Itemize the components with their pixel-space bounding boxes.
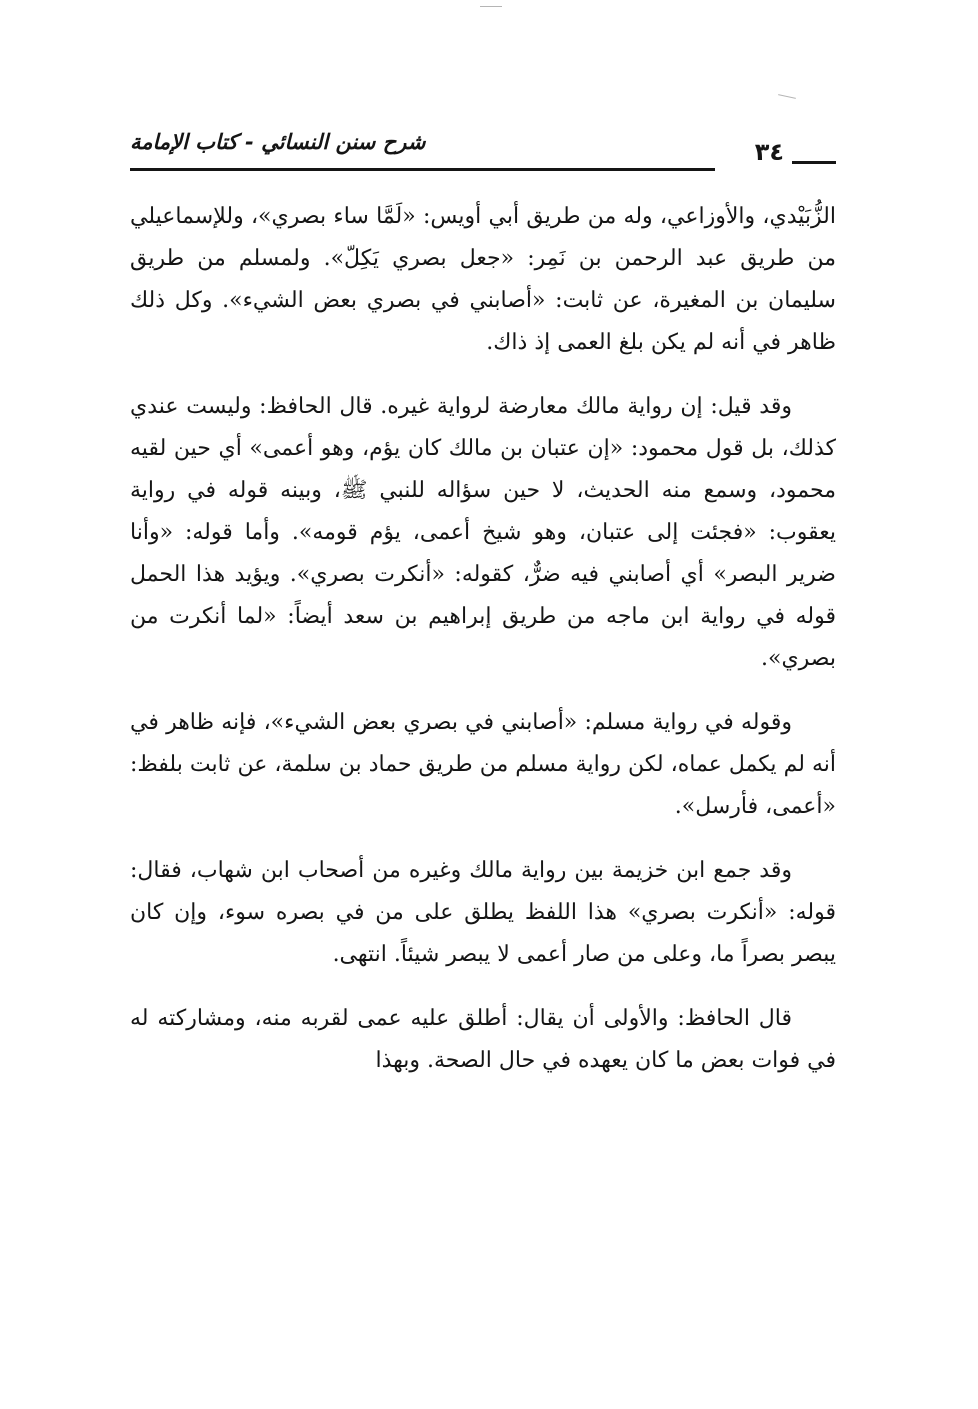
paragraph-2: وقد قيل: إن رواية مالك معارضة لرواية غيره. قال الحافظ: وليست عندي كذلك، بل قول محمود: «إن عتبان بن مالك كان يؤم، وهو أعمى» أي حين لقيه محمود، وسمع منه الحديث، لا حين سؤاله للنبي ﷺ، وبينه قوله في رواية يعقوب: «فجئت إلى عتبان، وهو شيخ أعمى، يؤم قومه». وأما قوله: «وأنا ضرير البصر» أي أصابني فيه ضرٌّ، كقوله: «أنكرت بصري». ويؤيد هذا الحمل قوله في رواية ابن ماجه من طريق إبراهيم بن سعد أيضاً: «لما أنكرت من بصري». [130,394,836,671]
paragraph-4: وقد جمع ابن خزيمة بين رواية مالك وغيره من أصحاب ابن شهاب، فقال: قوله: «أنكرت بصري» هذا اللفظ يطلق على من في بصره سوء، وإن كان يبصر بصراً ما، وعلى من صار أعمى لا يبصر شيئاً. انتهى. [130,858,836,967]
running-header-title: شرح سنن النسائي - كتاب الإمامة [130,130,426,154]
header-rule [130,168,715,171]
page-number-dash [792,161,836,164]
scan-mark [480,6,502,7]
body-text [130,196,836,1104]
paragraph-1: الزُّبَيْدي، والأوزاعي، وله من طريق أبي أويس: «لَمَّا ساء بصري»، وللإسماعيلي من طريق عبد الرحمن بن نَمِر: «جعل بصري يَكِلّ». ولمسلم من طريق سليمان بن المغيرة، عن ثابت: «أصابني في بصري بعض الشيء». وكل ذلك ظاهر في أنه لم يكن بلغ العمى إذ ذاك. [130,204,836,355]
paragraph-5: قال الحافظ: والأولى أن يقال: أطلق عليه عمى لقربه منه، ومشاركته له في فوات بعض ما كان يعهده في حال الصحة. وبهذا [130,1006,836,1073]
page-number: ٣٤ [754,138,784,166]
paragraph-3: وقوله في رواية مسلم: «أصابني في بصري بعض الشيء»، فإنه ظاهر في أنه لم يكمل عماه، لكن رواية مسلم من طريق حماد بن سلمة، عن ثابت بلفظ: «أعمى، فأرسل». [130,710,836,819]
running-header [130,126,836,178]
scan-mark [778,94,796,99]
